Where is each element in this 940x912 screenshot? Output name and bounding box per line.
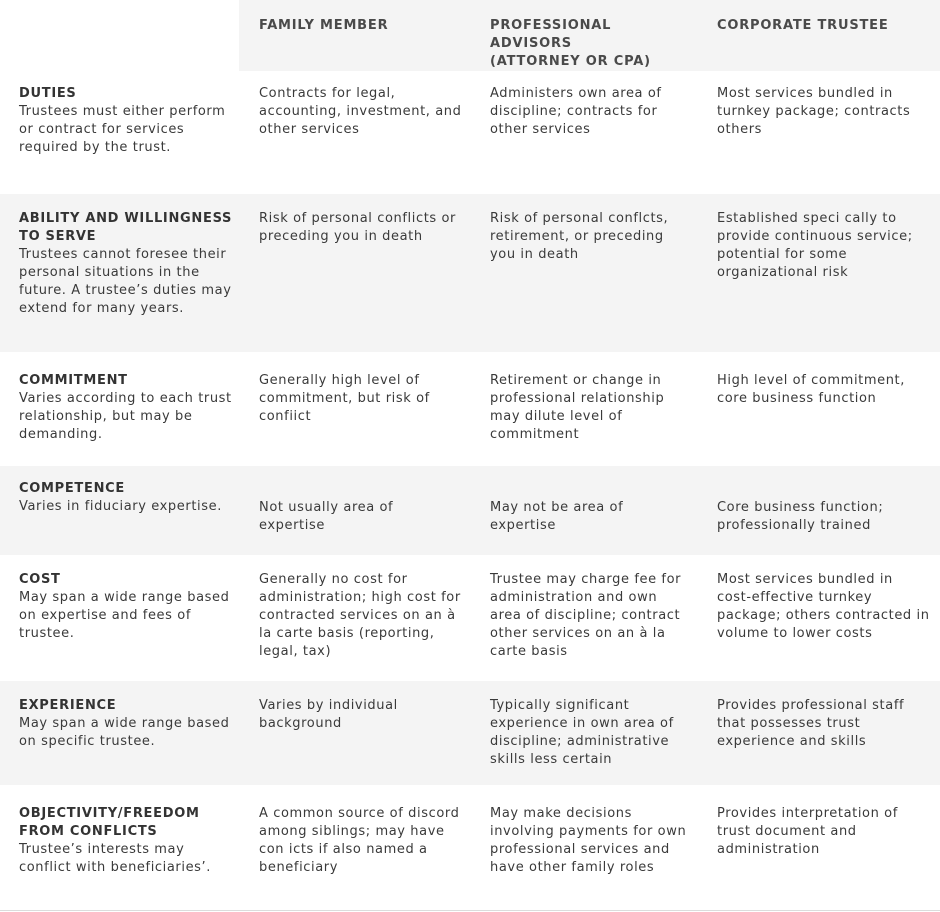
row-description: Trustees must either perform or contract for services required by the trust.	[19, 104, 226, 155]
cell-family: Varies by individual background	[259, 698, 398, 731]
cell-family: A common source of discord among siblings; may have con icts if also named a beneficiary	[259, 806, 460, 875]
table-row-commitment	[0, 352, 940, 466]
row-label-cell	[0, 571, 239, 681]
table-row-duties	[0, 69, 940, 194]
row-description: May span a wide range based on specific trustee.	[19, 716, 230, 749]
row-title: COMPETENCE	[19, 481, 125, 496]
cell-family: Generally no cost for administration; high cost for contracted services on an à la carte basis (reporting, legal, tax)	[259, 572, 461, 659]
row-description: Varies in fiduciary expertise.	[19, 499, 222, 514]
row-description: Trustee’s interests may conflict with beneficiaries’.	[19, 842, 212, 875]
header-family-member: FAMILY MEMBER	[239, 0, 470, 71]
row-label-cell	[0, 480, 239, 555]
cell-corporate: High level of commitment, core business function	[717, 373, 905, 406]
cell-family: Risk of personal conflicts or preceding you in death	[259, 211, 457, 244]
header-corporate-trustee: CORPORATE TRUSTEE	[697, 0, 940, 71]
cell-family: Not usually area of expertise	[259, 500, 394, 533]
row-title: DUTIES	[19, 86, 77, 101]
row-label-cell	[0, 697, 239, 785]
row-label-cell	[0, 85, 239, 194]
cell-family: Generally high level of commitment, but risk of confiict	[259, 373, 430, 424]
header-advisors-line1: PROFESSIONAL ADVISORS	[490, 18, 612, 51]
cell-advisors: Typically significant experience in own area of discipline; administrative skills less certain	[490, 698, 674, 767]
header-professional-advisors	[470, 0, 697, 71]
cell-corporate: Most services bundled in turnkey package; contracts others	[717, 86, 911, 137]
row-description: Trustees cannot foresee their personal situations in the future. A trustee’s duties may extend for many years.	[19, 247, 232, 316]
cell-advisors: Trustee may charge fee for administration and own area of discipline; contract other services on an à la carte basis	[490, 572, 682, 659]
table-row-competence	[0, 466, 940, 555]
table-row-ability	[0, 194, 940, 352]
cell-corporate: Core business function; professionally trained	[717, 500, 884, 533]
cell-advisors: Risk of personal conflcts, retirement, or preceding you in death	[490, 211, 669, 262]
header-empty-cell	[0, 0, 239, 71]
row-description: Varies according to each trust relationship, but may be demanding.	[19, 391, 232, 442]
table-row-cost	[0, 555, 940, 681]
table-bottom-border	[0, 910, 940, 911]
row-label-cell	[0, 805, 239, 912]
cell-corporate: Established speci cally to provide continuous service; potential for some organizational risk	[717, 211, 913, 280]
row-label-cell	[0, 372, 239, 466]
header-advisors-line2: (ATTORNEY OR CPA)	[490, 54, 651, 69]
cell-family: Contracts for legal, accounting, investment, and other services	[259, 86, 462, 137]
row-title: COST	[19, 572, 61, 587]
table-row-objectivity	[0, 785, 940, 912]
cell-advisors: Administers own area of discipline; contracts for other services	[490, 86, 662, 137]
cell-advisors: May not be area of expertise	[490, 500, 624, 533]
cell-advisors: May make decisions involving payments for own professional services and have other family roles	[490, 806, 687, 875]
row-label-cell	[0, 210, 239, 352]
row-title: OBJECTIVITY/FREEDOM FROM CONFLICTS	[19, 806, 200, 839]
cell-corporate: Provides professional staff that possesses trust experience and skills	[717, 698, 905, 749]
row-title: EXPERIENCE	[19, 698, 117, 713]
row-description: May span a wide range based on expertise and fees of trustee.	[19, 590, 230, 641]
cell-corporate: Provides interpretation of trust document and administration	[717, 806, 898, 857]
cell-advisors: Retirement or change in professional relationship may dilute level of commitment	[490, 373, 665, 442]
row-title: COMMITMENT	[19, 373, 128, 388]
row-title: ABILITY AND WILLINGNESS TO SERVE	[19, 211, 233, 244]
table-header	[0, 0, 940, 69]
table-row-experience	[0, 681, 940, 785]
cell-corporate: Most services bundled in cost-effective turnkey package; others contracted in volume to lower costs	[717, 572, 930, 641]
